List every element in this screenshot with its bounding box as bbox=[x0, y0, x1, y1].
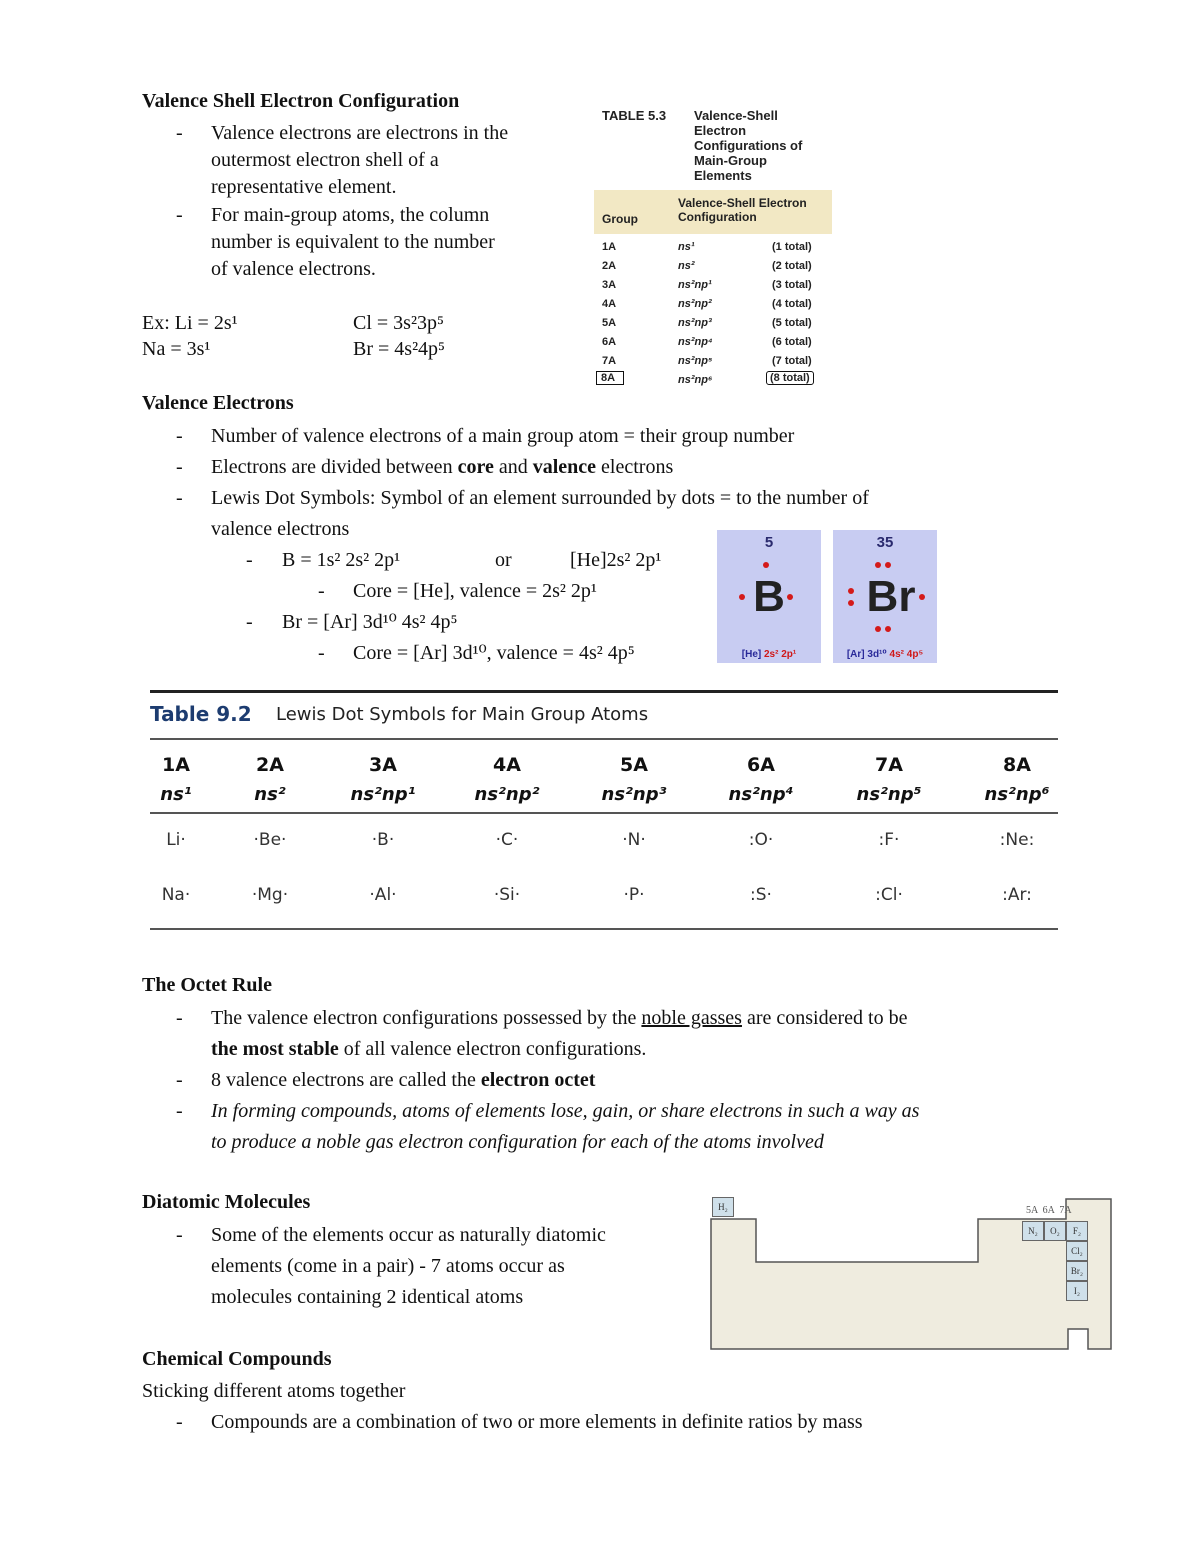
bullet-dash: - bbox=[176, 425, 183, 447]
group-labels: 5A 6A 7A bbox=[1026, 1205, 1072, 1216]
table-title: Lewis Dot Symbols for Main Group Atoms bbox=[276, 704, 649, 725]
electron-config bbox=[833, 649, 937, 660]
cell-total: (4 total) bbox=[772, 298, 812, 310]
rule-top bbox=[150, 690, 1058, 693]
cell-group: 7A bbox=[602, 355, 617, 367]
electron-dot bbox=[763, 562, 769, 568]
cell-config: ns²np² bbox=[678, 298, 712, 310]
section-heading-octet-rule: The Octet Rule bbox=[142, 974, 272, 996]
group-config: ns²np⁴ bbox=[728, 784, 794, 805]
bullet-line: representative element. bbox=[211, 176, 397, 198]
periodic-table-diatomic bbox=[710, 1195, 1114, 1351]
bullet-line bbox=[211, 1036, 646, 1063]
sub-line-b-alt: [He]2s² 2p¹ bbox=[570, 549, 662, 571]
cell-h2: H₂ bbox=[712, 1197, 734, 1217]
rule bbox=[150, 928, 1058, 930]
lewis-symbol: Na· bbox=[161, 885, 191, 905]
electron-config bbox=[717, 649, 821, 660]
bullet-line: Compounds are a combination of two or more elements in definite ratios by mass bbox=[211, 1411, 863, 1433]
lewis-card-bromine bbox=[833, 530, 937, 663]
cell-group: 4A bbox=[602, 298, 617, 310]
text: are considered to be bbox=[741, 1007, 908, 1029]
bullet-line bbox=[211, 1005, 907, 1032]
lewis-symbol: ·Be· bbox=[253, 830, 287, 850]
atomic-number: 5 bbox=[764, 534, 774, 551]
section-heading-valence-electrons: Valence Electrons bbox=[142, 392, 294, 414]
example-br: Br = 4s²4p⁵ bbox=[353, 338, 446, 360]
cell-config: ns²np⁶ bbox=[678, 374, 713, 386]
group-config: ns²np³ bbox=[601, 784, 667, 805]
table-caption: Valence-Shell Electron Configurations of Main-Group Elements bbox=[694, 108, 803, 183]
text: and bbox=[493, 456, 533, 478]
lewis-symbol: :Ne: bbox=[999, 830, 1035, 850]
lewis-symbol: ·B· bbox=[371, 830, 395, 850]
core-part: [Ar] 3d¹⁰ bbox=[846, 649, 887, 660]
bullet-line: number is equivalent to the number bbox=[211, 231, 495, 253]
group-header: 7A bbox=[875, 754, 903, 776]
group-header: 4A bbox=[493, 754, 521, 776]
bullet-line: valence electrons bbox=[211, 518, 350, 540]
table-9-2 bbox=[150, 690, 1058, 932]
cell-total: (1 total) bbox=[772, 241, 812, 253]
electron-dot bbox=[848, 588, 854, 594]
group-header: 6A bbox=[747, 754, 775, 776]
cell-config: ns¹ bbox=[678, 241, 695, 253]
periodic-outline bbox=[710, 1195, 1114, 1351]
electron-dot bbox=[787, 594, 793, 600]
bold-most-stable: the most stable bbox=[211, 1038, 339, 1060]
electron-dot bbox=[919, 594, 925, 600]
group-header: 2A bbox=[256, 754, 284, 776]
cell-group: 8A bbox=[596, 371, 624, 385]
table-row bbox=[594, 333, 832, 352]
bullet-line: For main-group atoms, the column bbox=[211, 204, 490, 226]
text: Electrons are divided between bbox=[211, 456, 458, 478]
example-cl: Cl = 3s²3p⁵ bbox=[353, 312, 444, 334]
cell-o2: O₂ bbox=[1044, 1221, 1066, 1241]
sub-line-or: or bbox=[495, 549, 512, 571]
lewis-symbol: ·P· bbox=[623, 885, 645, 905]
text: electrons bbox=[596, 456, 674, 478]
sub-line-b: B = 1s² 2s² 2p¹ bbox=[282, 549, 401, 571]
bullet-dash: - bbox=[176, 1007, 183, 1029]
group-config: ns²np⁵ bbox=[856, 784, 922, 805]
lewis-symbol: :Cl· bbox=[875, 885, 903, 905]
rule bbox=[150, 812, 1058, 814]
group-config: ns²np¹ bbox=[350, 784, 416, 805]
electron-dot bbox=[848, 600, 854, 606]
bullet-line: elements (come in a pair) - 7 atoms occur as bbox=[211, 1255, 565, 1277]
bullet-dash: - bbox=[176, 1411, 183, 1433]
group-config: ns¹ bbox=[160, 784, 192, 805]
text: The valence electron configurations possessed by the bbox=[211, 1007, 642, 1029]
cell-group: 3A bbox=[602, 279, 617, 291]
group-config: ns²np⁶ bbox=[984, 784, 1050, 805]
sub-line-b-core: Core = [He], valence = 2s² 2p¹ bbox=[353, 580, 597, 602]
table-row bbox=[594, 371, 832, 390]
example-li: Ex: Li = 2s¹ bbox=[142, 312, 238, 334]
electron-dot bbox=[875, 626, 881, 632]
cell-config: ns² bbox=[678, 260, 695, 272]
bullet-line: of valence electrons. bbox=[211, 258, 376, 280]
bullet-dash: - bbox=[176, 1069, 183, 1091]
sub-bullet-dash: - bbox=[246, 549, 253, 571]
bullet-dash: - bbox=[176, 1224, 183, 1246]
element-symbol: Br bbox=[866, 572, 916, 621]
col-group-header: Group bbox=[602, 212, 638, 226]
table-header bbox=[594, 190, 832, 234]
bullet-line: Lewis Dot Symbols: Symbol of an element surrounded by dots = to the number of bbox=[211, 487, 869, 509]
group-header: 1A bbox=[162, 754, 190, 776]
bullet-line-italic: In forming compounds, atoms of elements lose, gain, or share electrons in such a way as bbox=[211, 1100, 920, 1122]
sub-line-br: Br = [Ar] 3d¹⁰ 4s² 4p⁵ bbox=[282, 611, 458, 633]
bullet-line: outermost electron shell of a bbox=[211, 149, 439, 171]
cell-total: (6 total) bbox=[772, 336, 812, 348]
sub-sub-bullet-dash: - bbox=[318, 642, 325, 664]
rule bbox=[150, 738, 1058, 740]
cell-config: ns²np¹ bbox=[678, 279, 712, 291]
table-row bbox=[594, 352, 832, 371]
text: of all valence electron configurations. bbox=[338, 1038, 647, 1060]
section-heading-diatomic: Diatomic Molecules bbox=[142, 1191, 311, 1213]
cell-cl2: Cl₂ bbox=[1066, 1241, 1088, 1261]
lewis-symbol: ·N· bbox=[622, 830, 646, 850]
cell-total: (3 total) bbox=[772, 279, 812, 291]
group-header: 5A bbox=[620, 754, 648, 776]
cell-i2: I₂ bbox=[1066, 1281, 1088, 1301]
bullet-dash: - bbox=[176, 1100, 183, 1122]
electron-dot bbox=[875, 562, 881, 568]
bullet-line: Some of the elements occur as naturally diatomic bbox=[211, 1224, 606, 1246]
sub-line-br-core: Core = [Ar] 3d¹⁰, valence = 4s² 4p⁵ bbox=[353, 642, 635, 664]
core-part: [He] bbox=[741, 649, 762, 660]
section-heading-valence-shell: Valence Shell Electron Configuration bbox=[142, 90, 460, 112]
cell-config: ns²np⁴ bbox=[678, 336, 713, 348]
lewis-symbol: :F· bbox=[878, 830, 900, 850]
bullet-line: molecules containing 2 identical atoms bbox=[211, 1286, 524, 1308]
cell-total: (7 total) bbox=[772, 355, 812, 367]
atomic-number: 35 bbox=[876, 534, 894, 551]
section-heading-compounds: Chemical Compounds bbox=[142, 1348, 332, 1370]
electron-dot bbox=[885, 626, 891, 632]
table-label: TABLE 5.3 bbox=[602, 108, 667, 123]
bullet-line: Valence electrons are electrons in the bbox=[211, 122, 509, 144]
lewis-symbol: ·C· bbox=[495, 830, 519, 850]
underlined-noble-gasses: noble gasses bbox=[641, 1007, 742, 1029]
lewis-symbol: ·Mg· bbox=[251, 885, 289, 905]
lewis-symbol: ·Si· bbox=[493, 885, 521, 905]
sub-bullet-dash: - bbox=[246, 611, 253, 633]
example-na: Na = 3s¹ bbox=[142, 338, 211, 360]
electron-dot bbox=[739, 594, 745, 600]
cell-group: 2A bbox=[602, 260, 617, 272]
valence-part: 4s² 4p⁵ bbox=[889, 649, 924, 660]
bullet-dash: - bbox=[176, 204, 183, 226]
bullet-line bbox=[211, 454, 673, 481]
table-row bbox=[594, 314, 832, 333]
bullet-dash: - bbox=[176, 456, 183, 478]
cell-config: ns²np⁵ bbox=[678, 355, 713, 367]
cell-f2: F₂ bbox=[1066, 1221, 1088, 1241]
valence-part: 2s² 2p¹ bbox=[764, 649, 797, 660]
lewis-symbol: ·Al· bbox=[369, 885, 397, 905]
cell-br2: Br₂ bbox=[1066, 1261, 1088, 1281]
bold-valence: valence bbox=[532, 456, 597, 478]
cell-config: ns²np³ bbox=[678, 317, 712, 329]
table-row bbox=[594, 295, 832, 314]
bold-electron-octet: electron octet bbox=[480, 1069, 596, 1091]
sub-sub-bullet-dash: - bbox=[318, 580, 325, 602]
table-row bbox=[594, 276, 832, 295]
bullet-dash: - bbox=[176, 487, 183, 509]
lewis-card-boron bbox=[717, 530, 821, 663]
table-row bbox=[594, 257, 832, 276]
cell-n2: N₂ bbox=[1022, 1221, 1044, 1241]
group-config: ns²np² bbox=[474, 784, 540, 805]
cell-total: (2 total) bbox=[772, 260, 812, 272]
cell-total: (5 total) bbox=[772, 317, 812, 329]
lewis-symbol: :S· bbox=[750, 885, 772, 905]
group-header: 3A bbox=[369, 754, 397, 776]
cell-group: 1A bbox=[602, 241, 617, 253]
table-label: Table 9.2 bbox=[150, 702, 252, 726]
bullet-line: Number of valence electrons of a main group atom = their group number bbox=[211, 425, 795, 447]
bullet-line-italic: to produce a noble gas electron configuration for each of the atoms involved bbox=[211, 1131, 824, 1153]
intro-line: Sticking different atoms together bbox=[142, 1380, 406, 1402]
element-symbol: B bbox=[753, 572, 785, 621]
text: 8 valence electrons are called the bbox=[211, 1069, 481, 1091]
lewis-symbol: Li· bbox=[166, 830, 186, 850]
col-config-header: Valence-Shell Electron Configuration bbox=[678, 196, 807, 224]
bullet-dash: - bbox=[176, 122, 183, 144]
cell-group: 5A bbox=[602, 317, 617, 329]
bullet-line bbox=[211, 1067, 595, 1094]
table-row bbox=[594, 238, 832, 257]
cell-total: (8 total) bbox=[766, 371, 814, 385]
group-header: 8A bbox=[1003, 754, 1031, 776]
group-config: ns² bbox=[254, 784, 286, 805]
lewis-symbol: :O· bbox=[748, 830, 774, 850]
bold-core: core bbox=[457, 456, 494, 478]
electron-dot bbox=[885, 562, 891, 568]
lewis-symbol: :Ar: bbox=[1002, 885, 1032, 905]
cell-group: 6A bbox=[602, 336, 617, 348]
